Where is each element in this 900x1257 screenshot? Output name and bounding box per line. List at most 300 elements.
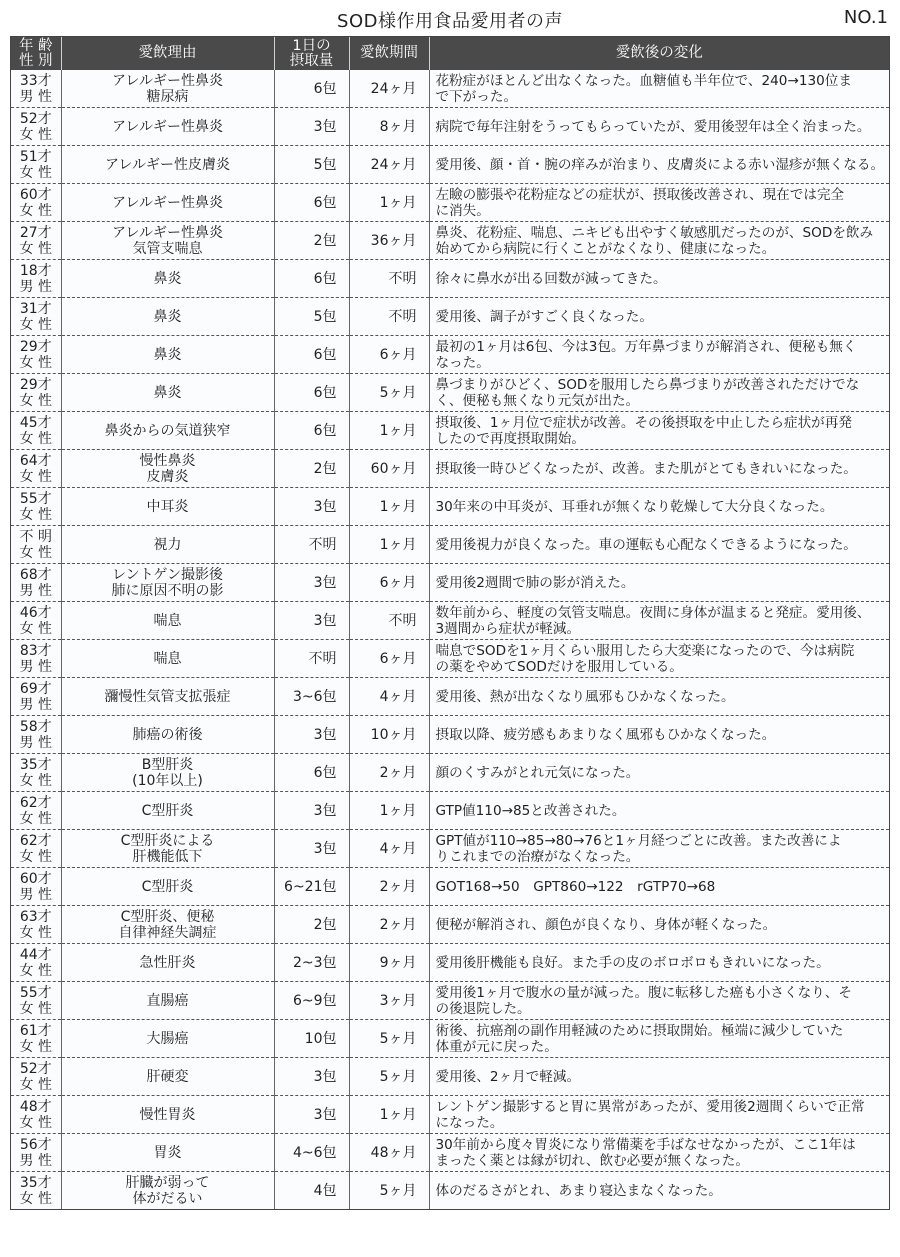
change-cell (429, 640, 889, 678)
table-row (11, 488, 889, 526)
change-line: 左瞼の膨張や花粉症などの症状が、摂取後改善され、現在では完全 (435, 186, 845, 203)
period-cell: 48ヶ月 (349, 1134, 429, 1172)
sex-value: 男 性 (19, 583, 52, 599)
change-cell (429, 336, 889, 374)
period-cell: 2ヶ月 (349, 754, 429, 792)
age-sex-cell (11, 184, 61, 222)
intake-cell: 6~21包 (274, 868, 349, 906)
age-sex-cell (11, 70, 61, 108)
intake-cell: 6包 (274, 184, 349, 222)
table-row (11, 70, 889, 108)
change-line: 3週間から症状が軽減。 (435, 620, 581, 637)
intake-cell: 10包 (274, 1020, 349, 1058)
change-line: く、便秘も無くなり元気が出た。 (435, 392, 640, 409)
reason-cell (61, 412, 274, 450)
table-row (11, 146, 889, 184)
age-sex-cell (11, 602, 61, 640)
period-cell: 不明 (349, 260, 429, 298)
reason-line: 視力 (153, 536, 182, 553)
reason-cell (61, 1172, 274, 1210)
table-row (11, 792, 889, 830)
age-value: 69才 (19, 681, 52, 697)
reason-line: 肺癌の術後 (132, 726, 203, 743)
table-row (11, 450, 889, 488)
age-value: 52才 (19, 111, 52, 127)
sex-value: 男 性 (19, 1153, 52, 1169)
age-sex-cell (11, 640, 61, 678)
age-sex-cell (11, 488, 61, 526)
reason-cell (61, 1058, 274, 1096)
table-row (11, 222, 889, 260)
reason-line: 体がだるい (132, 1190, 203, 1207)
reason-line: 鼻炎 (153, 270, 182, 287)
change-line: 愛用後、調子がすごく良くなった。 (435, 308, 653, 325)
reason-cell (61, 640, 274, 678)
change-line: 摂取後、1ヶ月位で症状が改善。その後摂取を中止したら症状が再発 (435, 414, 852, 431)
change-line: 摂取後一時ひどくなったが、改善。また肌がとてもきれいになった。 (435, 460, 857, 477)
table-row (11, 412, 889, 450)
change-line: なった。 (435, 354, 490, 371)
sex-value: 女 性 (19, 1191, 52, 1207)
table-row (11, 868, 889, 906)
reason-cell (61, 184, 274, 222)
reason-line: C型肝炎、便秘 (120, 908, 215, 925)
table-row (11, 1096, 889, 1134)
age-value: 48才 (19, 1099, 52, 1115)
period-cell: 5ヶ月 (349, 1020, 429, 1058)
table-row (11, 906, 889, 944)
reason-cell (61, 1096, 274, 1134)
sex-value: 女 性 (19, 545, 52, 561)
age-sex-cell (11, 374, 61, 412)
reason-cell (61, 906, 274, 944)
sex-value: 女 性 (19, 355, 52, 371)
reason-cell (61, 982, 274, 1020)
intake-cell: 6包 (274, 70, 349, 108)
reason-cell (61, 716, 274, 754)
intake-cell: 3~6包 (274, 678, 349, 716)
reason-line: 肺に原因不明の影 (111, 582, 224, 599)
change-cell (429, 374, 889, 412)
age-sex-cell (11, 412, 61, 450)
change-line: 30年来の中耳炎が、耳垂れが無くなり乾燥して大分良くなった。 (435, 498, 834, 515)
change-cell (429, 1172, 889, 1210)
age-value: 不 明 (19, 529, 52, 545)
intake-cell: 6包 (274, 374, 349, 412)
change-cell (429, 944, 889, 982)
period-cell: 不明 (349, 602, 429, 640)
age-value: 29才 (19, 377, 52, 393)
intake-cell: 3包 (274, 1058, 349, 1096)
change-line: まったく薬とは縁が切れ、飲む必要が無くなった。 (435, 1152, 749, 1169)
change-cell (429, 754, 889, 792)
reason-line: (10年以上) (132, 772, 203, 789)
change-line: 術後、抗癌剤の副作用軽減のために摂取開始。極端に減少していた (435, 1022, 844, 1039)
reason-line: 気管支喘息 (132, 240, 203, 257)
header-intake-line2: 摂取量 (289, 52, 334, 69)
intake-cell: 4~6包 (274, 1134, 349, 1172)
sex-value: 女 性 (19, 621, 52, 637)
change-line: 体重が元に戻った。 (435, 1038, 558, 1055)
intake-cell: 2~3包 (274, 944, 349, 982)
table-row (11, 108, 889, 146)
sex-value: 男 性 (19, 279, 52, 295)
table-row (11, 374, 889, 412)
age-sex-cell (11, 678, 61, 716)
reason-line: レントゲン撮影後 (111, 566, 224, 583)
change-line: 30年前から度々胃炎になり常備薬を手ばなせなかったが、ここ1年は (435, 1136, 856, 1153)
age-sex-cell (11, 146, 61, 184)
period-cell: 1ヶ月 (349, 412, 429, 450)
age-value: 61才 (19, 1023, 52, 1039)
intake-cell: 3包 (274, 1096, 349, 1134)
change-line: 愛用後、顔・首・腕の痒みが治まり、皮膚炎による赤い湿疹が無くなる。 (435, 156, 885, 173)
reason-line: 喘息 (153, 612, 182, 629)
age-sex-cell (11, 108, 61, 146)
intake-cell: 3包 (274, 564, 349, 602)
reason-line: アレルギー性鼻炎 (111, 118, 224, 135)
age-value: 35才 (19, 757, 52, 773)
table-row (11, 1020, 889, 1058)
period-cell: 6ヶ月 (349, 336, 429, 374)
table-row (11, 564, 889, 602)
age-sex-cell (11, 1172, 61, 1210)
change-line: GPT値が110→85→80→76と1ヶ月経つごとに改善。また改善によ (435, 832, 842, 849)
change-cell (429, 868, 889, 906)
change-line: になった。 (435, 1114, 504, 1131)
change-cell (429, 108, 889, 146)
intake-cell: 4包 (274, 1172, 349, 1210)
reason-line: 中耳炎 (146, 498, 189, 515)
intake-cell: 2包 (274, 222, 349, 260)
period-cell: 10ヶ月 (349, 716, 429, 754)
reason-line: 自律神経失調症 (118, 924, 217, 941)
sex-value: 女 性 (19, 1001, 52, 1017)
reason-cell (61, 944, 274, 982)
sex-value: 女 性 (19, 393, 52, 409)
reason-line: C型肝炎による (120, 832, 215, 849)
sex-value: 女 性 (19, 773, 52, 789)
table-row (11, 1172, 889, 1210)
reason-cell (61, 374, 274, 412)
table-row (11, 336, 889, 374)
age-sex-cell (11, 450, 61, 488)
age-value: 18才 (19, 263, 52, 279)
change-cell (429, 1096, 889, 1134)
change-line: の薬をやめてSODだけを服用している。 (435, 658, 683, 675)
change-cell (429, 450, 889, 488)
change-line: の後退院した。 (435, 1000, 531, 1017)
header-sex-label: 性 別 (18, 52, 53, 69)
reason-line: 肝硬変 (146, 1068, 189, 1085)
age-sex-cell (11, 1096, 61, 1134)
sex-value: 男 性 (19, 659, 52, 675)
age-sex-cell (11, 298, 61, 336)
table-row (11, 184, 889, 222)
change-cell (429, 526, 889, 564)
change-line: 鼻炎、花粉症、喘息、ニキビも出やすく敏感肌だったのが、SODを飲み (435, 224, 874, 241)
reason-line: アレルギー性鼻炎 (111, 194, 224, 211)
reason-line: 胃炎 (153, 1144, 182, 1161)
change-line: に消失。 (435, 202, 490, 219)
change-cell (429, 222, 889, 260)
age-value: 46才 (19, 605, 52, 621)
reason-line: 肝臓が弱って (125, 1174, 210, 1191)
change-cell (429, 260, 889, 298)
reason-cell (61, 678, 274, 716)
period-cell: 6ヶ月 (349, 640, 429, 678)
intake-cell: 6包 (274, 412, 349, 450)
change-line: 数年前から、軽度の気管支喘息。夜間に身体が温まると発症。愛用後、 (435, 604, 871, 621)
change-cell (429, 1020, 889, 1058)
reason-cell (61, 70, 274, 108)
change-line: 愛用後、2ヶ月で軽減。 (435, 1068, 581, 1085)
reason-cell (61, 526, 274, 564)
change-line: 便秘が解消され、顔色が良くなり、身体が軽くなった。 (435, 916, 777, 933)
age-value: 52才 (19, 1061, 52, 1077)
table-row (11, 716, 889, 754)
reason-cell (61, 1020, 274, 1058)
period-cell: 1ヶ月 (349, 488, 429, 526)
change-cell (429, 412, 889, 450)
change-line: 愛用後、熱が出なくなり風邪もひかなくなった。 (435, 688, 735, 705)
age-value: 83才 (19, 643, 52, 659)
period-cell: 8ヶ月 (349, 108, 429, 146)
reason-cell (61, 754, 274, 792)
period-cell: 2ヶ月 (349, 906, 429, 944)
age-value: 55才 (19, 491, 52, 507)
change-line: GOT168→50 GPT860→122 rGTP70→68 (435, 878, 716, 895)
period-cell: 3ヶ月 (349, 982, 429, 1020)
sex-value: 女 性 (19, 849, 52, 865)
sex-value: 女 性 (19, 1077, 52, 1093)
change-line: 花粉症がほとんど出なくなった。血糖値も半年位で、240→130位ま (435, 72, 852, 89)
age-value: 60才 (19, 871, 52, 887)
reason-cell (61, 602, 274, 640)
age-value: 45才 (19, 415, 52, 431)
reason-cell (61, 830, 274, 868)
age-value: 35才 (19, 1175, 52, 1191)
change-line: GTP値110→85と改善された。 (435, 802, 626, 819)
reason-cell (61, 792, 274, 830)
table-row (11, 260, 889, 298)
sex-value: 女 性 (19, 469, 52, 485)
reason-line: 慢性鼻炎 (139, 452, 196, 469)
change-line: で下がった。 (435, 88, 518, 105)
sex-value: 男 性 (19, 89, 52, 105)
table-row (11, 1134, 889, 1172)
intake-cell: 6包 (274, 260, 349, 298)
reason-line: 鼻炎からの気道狭窄 (104, 422, 231, 439)
reason-cell (61, 298, 274, 336)
intake-cell: 5包 (274, 146, 349, 184)
age-value: 63才 (19, 909, 52, 925)
reason-cell (61, 488, 274, 526)
age-value: 55才 (19, 985, 52, 1001)
reason-line: C型肝炎 (141, 802, 194, 819)
age-value: 60才 (19, 187, 52, 203)
reason-cell (61, 564, 274, 602)
reason-cell (61, 336, 274, 374)
age-sex-cell (11, 754, 61, 792)
age-sex-cell (11, 906, 61, 944)
age-value: 58才 (19, 719, 52, 735)
change-cell (429, 184, 889, 222)
intake-cell: 不明 (274, 640, 349, 678)
period-cell: 6ヶ月 (349, 564, 429, 602)
sex-value: 男 性 (19, 735, 52, 751)
header-age-label: 年 齢 (18, 37, 53, 54)
change-cell (429, 1058, 889, 1096)
sex-value: 女 性 (19, 1115, 52, 1131)
period-cell: 2ヶ月 (349, 868, 429, 906)
table-row (11, 526, 889, 564)
table-row (11, 944, 889, 982)
reason-cell (61, 260, 274, 298)
reason-line: 直腸癌 (146, 992, 189, 1009)
reason-line: 皮膚炎 (146, 468, 189, 485)
reason-line: 大腸癌 (146, 1030, 189, 1047)
reason-cell (61, 868, 274, 906)
header-intake-line1: 1日の (292, 37, 331, 54)
period-cell: 4ヶ月 (349, 678, 429, 716)
reason-line: アレルギー性鼻炎 (111, 224, 224, 241)
age-sex-cell (11, 1134, 61, 1172)
intake-cell: 6包 (274, 754, 349, 792)
table-body (11, 70, 889, 1209)
change-line: したので再度摂取開始。 (435, 430, 586, 447)
age-value: 64才 (19, 453, 52, 469)
reason-line: 鼻炎 (153, 384, 182, 401)
page-title: SOD様作用食品愛用者の声 (337, 11, 563, 32)
change-cell (429, 982, 889, 1020)
reason-line: 慢性胃炎 (139, 1106, 196, 1123)
period-cell: 24ヶ月 (349, 146, 429, 184)
reason-line: 糖尿病 (146, 88, 189, 105)
change-cell (429, 488, 889, 526)
age-sex-cell (11, 868, 61, 906)
period-cell: 4ヶ月 (349, 830, 429, 868)
sex-value: 女 性 (19, 165, 52, 181)
header-age-sex (11, 37, 61, 70)
table-row (11, 982, 889, 1020)
age-value: 68才 (19, 567, 52, 583)
reason-line: 鼻炎 (153, 346, 182, 363)
age-sex-cell (11, 830, 61, 868)
age-value: 62才 (19, 833, 52, 849)
sex-value: 女 性 (19, 241, 52, 257)
age-sex-cell (11, 1058, 61, 1096)
reason-line: 瀰慢性気管支拡張症 (104, 688, 231, 705)
change-cell (429, 70, 889, 108)
intake-cell: 6~9包 (274, 982, 349, 1020)
change-line: 顔のくすみがとれ元気になった。 (435, 764, 640, 781)
header-change: 愛飲後の変化 (429, 37, 889, 70)
intake-cell: 3包 (274, 488, 349, 526)
table-row (11, 602, 889, 640)
table-row (11, 678, 889, 716)
change-line: 鼻づまりがひどく、SODを服用したら鼻づまりが改善されただけでな (435, 376, 860, 393)
sex-value: 女 性 (19, 811, 52, 827)
sex-value: 女 性 (19, 203, 52, 219)
period-cell: 1ヶ月 (349, 184, 429, 222)
period-cell: 24ヶ月 (349, 70, 429, 108)
testimonial-table-frame (10, 36, 890, 1210)
age-sex-cell (11, 564, 61, 602)
header-intake (274, 37, 349, 70)
header-period: 愛飲期間 (349, 37, 429, 70)
intake-cell: 5包 (274, 298, 349, 336)
reason-line: 肝機能低下 (132, 848, 203, 865)
table-row (11, 1058, 889, 1096)
age-sex-cell (11, 222, 61, 260)
table-row (11, 640, 889, 678)
reason-cell (61, 1134, 274, 1172)
change-line: 愛用後2週間で肺の影が消えた。 (435, 574, 635, 591)
period-cell: 1ヶ月 (349, 526, 429, 564)
change-line: 最初の1ヶ月は6包、今は3包。万年鼻づまりが解消され、便秘も無く (435, 338, 857, 355)
table-row (11, 754, 889, 792)
reason-line: B型肝炎 (141, 756, 194, 773)
reason-line: アレルギー性皮膚炎 (104, 156, 231, 173)
age-sex-cell (11, 1020, 61, 1058)
change-cell (429, 792, 889, 830)
change-line: 喘息でSODを1ヶ月くらい服用したら大変楽になったので、今は病院 (435, 642, 855, 659)
age-sex-cell (11, 716, 61, 754)
change-cell (429, 564, 889, 602)
sex-value: 女 性 (19, 1039, 52, 1055)
intake-cell: 2包 (274, 906, 349, 944)
sex-value: 女 性 (19, 963, 52, 979)
period-cell: 5ヶ月 (349, 374, 429, 412)
reason-line: 急性肝炎 (139, 954, 196, 971)
change-line: 始めてから病院に行くことがなくなり、健康になった。 (435, 240, 776, 257)
change-cell (429, 1134, 889, 1172)
change-cell (429, 716, 889, 754)
table-row (11, 830, 889, 868)
change-line: 徐々に鼻水が出る回数が減ってきた。 (435, 270, 667, 287)
change-line: レントゲン撮影すると胃に異常があったが、愛用後2週間くらいで正常 (435, 1098, 865, 1115)
page-number: NO.1 (843, 7, 888, 28)
reason-line: 鼻炎 (153, 308, 182, 325)
reason-cell (61, 108, 274, 146)
intake-cell: 3包 (274, 830, 349, 868)
age-value: 44才 (19, 947, 52, 963)
change-line: 愛用後視力が良くなった。車の運転も心配なくできるようになった。 (435, 536, 857, 553)
reason-line: 喘息 (153, 650, 182, 667)
sex-value: 女 性 (19, 317, 52, 333)
table-header-row (11, 37, 889, 70)
change-cell (429, 146, 889, 184)
change-line: 病院で毎年注射をうってもらっていたが、愛用後翌年は全く治まった。 (435, 118, 871, 135)
age-value: 31才 (19, 301, 52, 317)
age-sex-cell (11, 982, 61, 1020)
age-sex-cell (11, 336, 61, 374)
reason-cell (61, 146, 274, 184)
intake-cell: 3包 (274, 792, 349, 830)
change-cell (429, 830, 889, 868)
period-cell: 5ヶ月 (349, 1172, 429, 1210)
period-cell: 不明 (349, 298, 429, 336)
change-line: 体のだるさがとれ、あまり寝込まなくなった。 (435, 1182, 722, 1199)
reason-cell (61, 222, 274, 260)
period-cell: 1ヶ月 (349, 792, 429, 830)
intake-cell: 3包 (274, 716, 349, 754)
period-cell: 1ヶ月 (349, 1096, 429, 1134)
reason-cell (61, 450, 274, 488)
period-cell: 9ヶ月 (349, 944, 429, 982)
sex-value: 女 性 (19, 431, 52, 447)
